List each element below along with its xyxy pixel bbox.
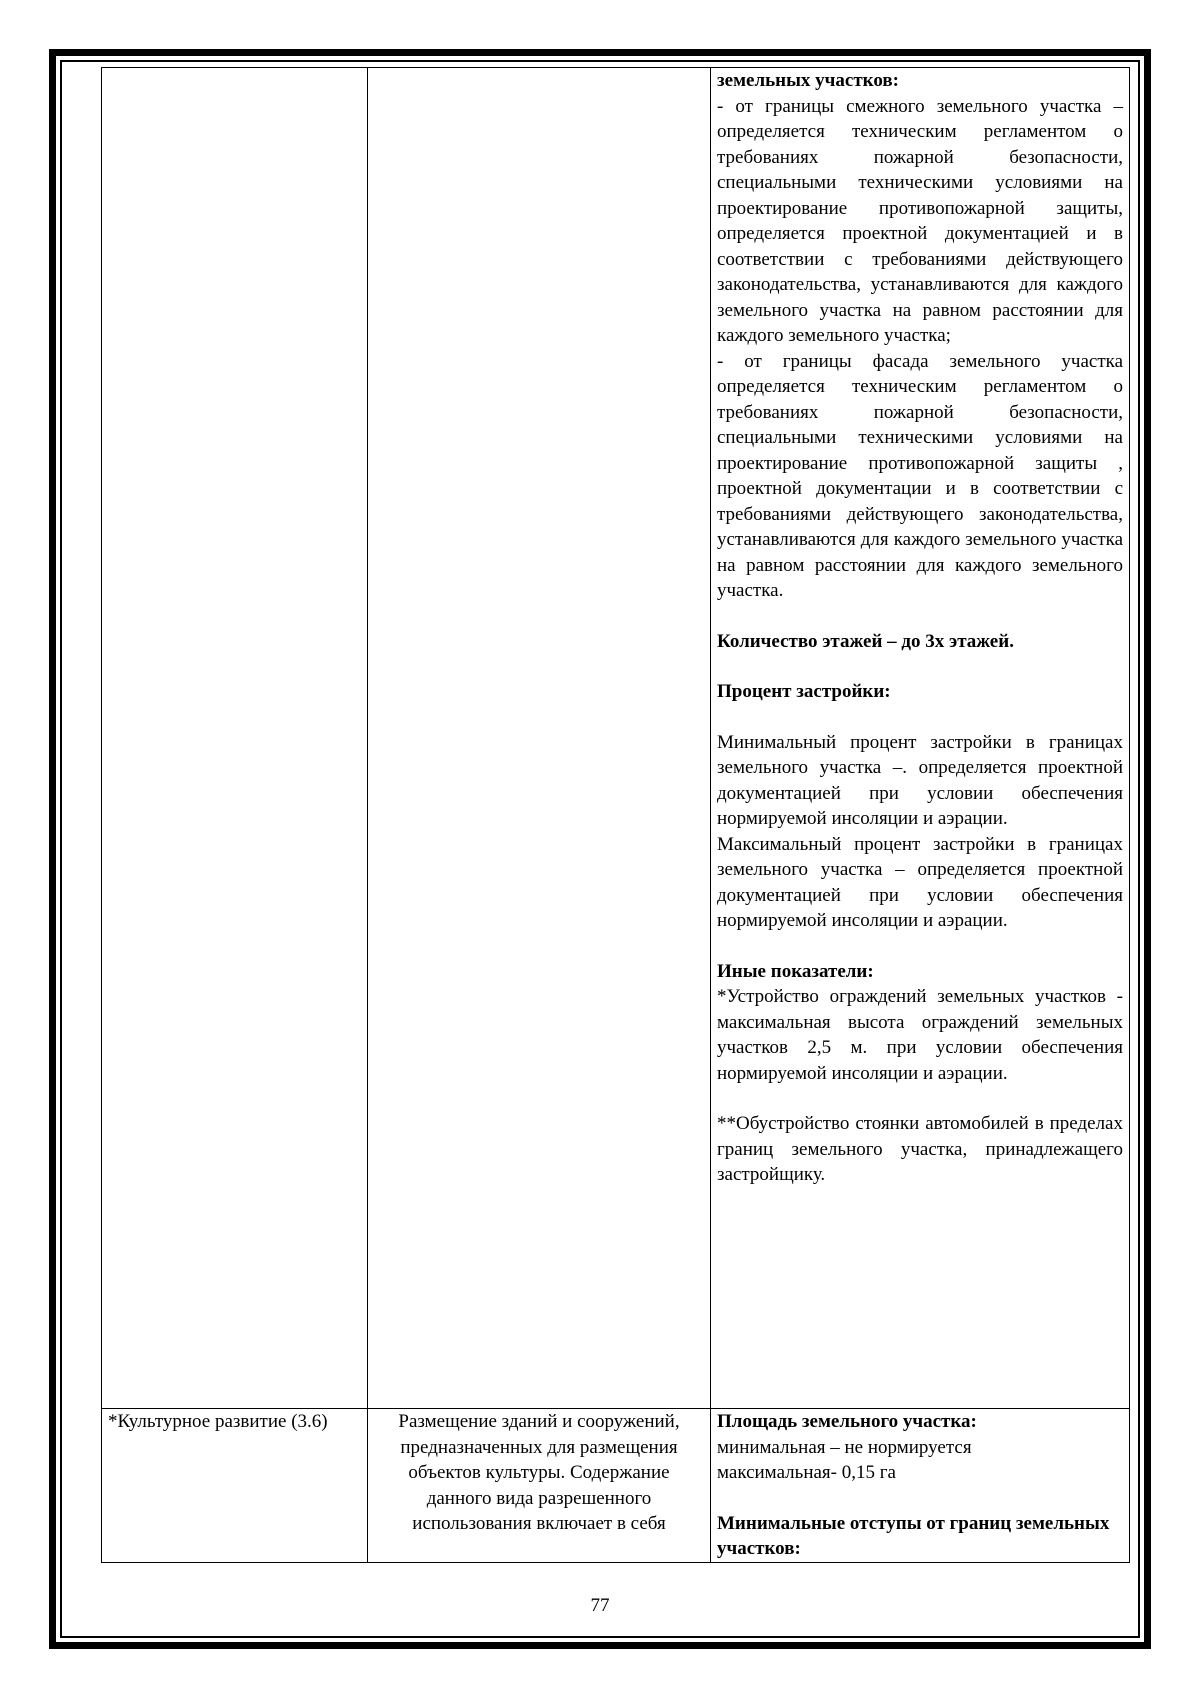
other-heading: Иные показатели: [717, 960, 874, 982]
page-number: 77 [590, 1595, 610, 1616]
floors-text: Количество этажей – до 3х этажей. [717, 630, 1014, 652]
percent-heading: Процент застройки: [717, 681, 891, 702]
use-description-cell: Размещение зданий и сооружений, предназначенных для размещения объектов культуры. Содержание данного вида разрешенного использования включает в себя [368, 1409, 711, 1563]
area-max-text: максимальная- 0,15 га [717, 1462, 896, 1483]
fence-text: *Устройство ограждений земельных участков - максимальная высота ограждений земельных участков 2,5 м. при условии обеспечения нормируемой инсоляции и аэрации. [717, 986, 1123, 1084]
regulations-table [101, 67, 1130, 1563]
setback-facade-text: - от границы фасада земельного участка определяется техническим регламентом о требованиях пожарной безопасности, специальными техническими условиями на проектирование противопожарной защиты , проектной документации и в соответствии с требованиями действующего законодательства, устанавливаются для каждого земельного участка на равном расстоянии для каждого земельного участка. [717, 350, 1123, 601]
table-row [102, 1409, 1130, 1563]
parking-text: **Обустройство стоянки автомобилей в пределах границ земельного участка, принадлежащего застройщику. [717, 1113, 1123, 1185]
use-type-cell [102, 68, 368, 1409]
percent-max-text: Максимальный процент застройки в границах земельного участка – определяется проектной документацией при условии обеспечения нормируемой инсоляции и аэрации. [717, 833, 1123, 931]
setback-heading-continued: земельных участков: [717, 70, 899, 91]
use-type-cell: *Культурное развитие (3.6) [102, 1409, 368, 1563]
area-min-text: минимальная – не нормируется [717, 1436, 972, 1458]
table-row [102, 68, 1130, 1409]
setback-side-text: - от границы смежного земельного участка – определяется техническим регламентом о требованиях пожарной безопасности, специальными техническими условиями на проектирование противопожарной защиты, определяется проектной документацией и в соответствии с требованиями действующего законодательства, устанавливаются для каждого земельного участка на равном расстоянии для каждого земельного участка; [717, 95, 1123, 346]
percent-min-text: Минимальный процент застройки в границах земельного участка –. определяется проектной документацией при условии обеспечения нормируемой инсоляции и аэрации. [717, 731, 1123, 829]
area-heading: Площадь земельного участка: [717, 1411, 977, 1432]
use-description-cell [368, 68, 711, 1409]
parameters-cell [711, 68, 1130, 1409]
setback-heading: Минимальные отступы от границ земельных участков: [717, 1512, 1110, 1559]
parameters-cell [711, 1409, 1130, 1563]
